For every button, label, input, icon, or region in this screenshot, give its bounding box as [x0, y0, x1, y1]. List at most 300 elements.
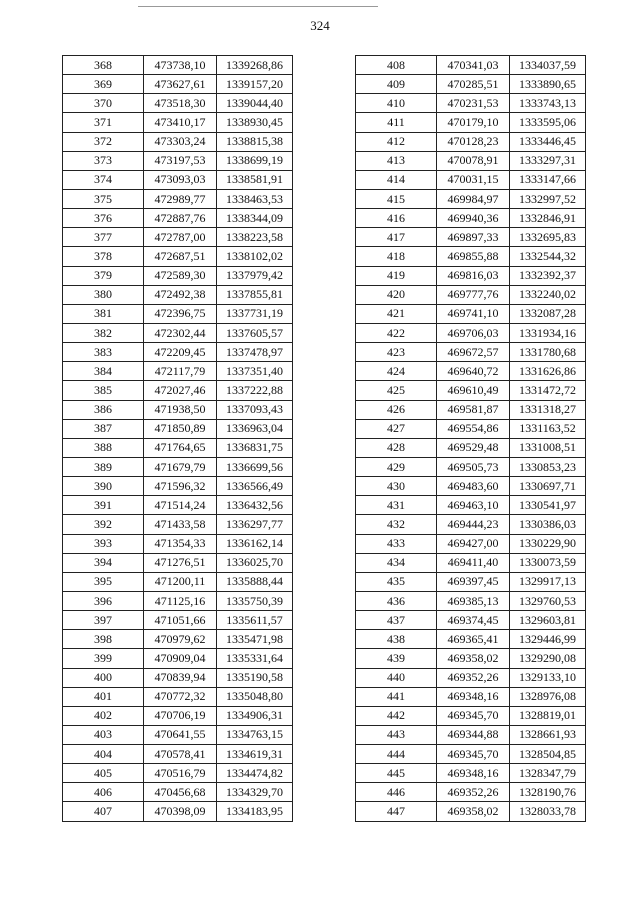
- table-row: [63, 649, 293, 668]
- point-number-cell: 368: [63, 56, 144, 75]
- y-coordinate-cell: 1337731,19: [217, 304, 293, 323]
- table-row: [63, 56, 293, 75]
- x-coordinate-cell: 470641,55: [144, 725, 217, 744]
- x-coordinate-cell: 473197,53: [144, 151, 217, 170]
- y-coordinate-cell: 1328819,01: [510, 706, 586, 725]
- y-coordinate-cell: 1337351,40: [217, 362, 293, 381]
- table-row: [63, 247, 293, 266]
- y-coordinate-cell: 1328976,08: [510, 687, 586, 706]
- point-number-cell: 429: [356, 457, 437, 476]
- x-coordinate-cell: 471125,16: [144, 591, 217, 610]
- coordinates-table-left: [62, 55, 293, 822]
- point-number-cell: 443: [356, 725, 437, 744]
- x-coordinate-cell: 469529,48: [437, 438, 510, 457]
- x-coordinate-cell: 469358,02: [437, 649, 510, 668]
- x-coordinate-cell: 469385,13: [437, 591, 510, 610]
- table-row: [63, 534, 293, 553]
- y-coordinate-cell: 1328504,85: [510, 745, 586, 764]
- point-number-cell: 406: [63, 783, 144, 802]
- y-coordinate-cell: 1329133,10: [510, 668, 586, 687]
- y-coordinate-cell: 1339157,20: [217, 75, 293, 94]
- y-coordinate-cell: 1339268,86: [217, 56, 293, 75]
- x-coordinate-cell: 469897,33: [437, 228, 510, 247]
- table-row: [63, 745, 293, 764]
- point-number-cell: 386: [63, 400, 144, 419]
- x-coordinate-cell: 470341,03: [437, 56, 510, 75]
- table-row: [63, 687, 293, 706]
- table-row: [356, 323, 586, 342]
- point-number-cell: 392: [63, 515, 144, 534]
- table-row: [356, 764, 586, 783]
- point-number-cell: 396: [63, 591, 144, 610]
- x-coordinate-cell: 471433,58: [144, 515, 217, 534]
- y-coordinate-cell: 1336025,70: [217, 553, 293, 572]
- y-coordinate-cell: 1330853,23: [510, 457, 586, 476]
- point-number-cell: 381: [63, 304, 144, 323]
- point-number-cell: 407: [63, 802, 144, 821]
- x-coordinate-cell: 471200,11: [144, 572, 217, 591]
- x-coordinate-cell: 470128,23: [437, 132, 510, 151]
- x-coordinate-cell: 470839,94: [144, 668, 217, 687]
- x-coordinate-cell: 469365,41: [437, 630, 510, 649]
- table-row: [356, 496, 586, 515]
- x-coordinate-cell: 469348,16: [437, 687, 510, 706]
- y-coordinate-cell: 1331626,86: [510, 362, 586, 381]
- x-coordinate-cell: 471850,89: [144, 419, 217, 438]
- x-coordinate-cell: 470909,04: [144, 649, 217, 668]
- point-number-cell: 445: [356, 764, 437, 783]
- point-number-cell: 401: [63, 687, 144, 706]
- point-number-cell: 379: [63, 266, 144, 285]
- y-coordinate-cell: 1333297,31: [510, 151, 586, 170]
- table-row: [63, 668, 293, 687]
- x-coordinate-cell: 469348,16: [437, 764, 510, 783]
- x-coordinate-cell: 471596,32: [144, 477, 217, 496]
- y-coordinate-cell: 1330697,71: [510, 477, 586, 496]
- y-coordinate-cell: 1339044,40: [217, 94, 293, 113]
- point-number-cell: 425: [356, 381, 437, 400]
- table-row: [63, 362, 293, 381]
- table-row: [356, 630, 586, 649]
- point-number-cell: 440: [356, 668, 437, 687]
- point-number-cell: 424: [356, 362, 437, 381]
- point-number-cell: 398: [63, 630, 144, 649]
- table-row: [63, 802, 293, 821]
- point-number-cell: 389: [63, 457, 144, 476]
- table-row: [356, 285, 586, 304]
- y-coordinate-cell: 1333446,45: [510, 132, 586, 151]
- y-coordinate-cell: 1332695,83: [510, 228, 586, 247]
- table-row: [63, 132, 293, 151]
- point-number-cell: 413: [356, 151, 437, 170]
- point-number-cell: 380: [63, 285, 144, 304]
- table-row: [356, 725, 586, 744]
- table-row: [63, 496, 293, 515]
- point-number-cell: 390: [63, 477, 144, 496]
- point-number-cell: 416: [356, 209, 437, 228]
- y-coordinate-cell: 1332846,91: [510, 209, 586, 228]
- x-coordinate-cell: 471938,50: [144, 400, 217, 419]
- table-row: [356, 515, 586, 534]
- table-row: [356, 687, 586, 706]
- point-number-cell: 376: [63, 209, 144, 228]
- table-row: [63, 572, 293, 591]
- point-number-cell: 408: [356, 56, 437, 75]
- y-coordinate-cell: 1328347,79: [510, 764, 586, 783]
- x-coordinate-cell: 469741,10: [437, 304, 510, 323]
- x-coordinate-cell: 471514,24: [144, 496, 217, 515]
- table-row: [63, 75, 293, 94]
- point-number-cell: 415: [356, 189, 437, 208]
- y-coordinate-cell: 1336831,75: [217, 438, 293, 457]
- x-coordinate-cell: 469411,40: [437, 553, 510, 572]
- table-row: [63, 304, 293, 323]
- x-coordinate-cell: 472492,38: [144, 285, 217, 304]
- table-row: [356, 783, 586, 802]
- x-coordinate-cell: 473518,30: [144, 94, 217, 113]
- table-row: [63, 783, 293, 802]
- y-coordinate-cell: 1332087,28: [510, 304, 586, 323]
- table-row: [63, 266, 293, 285]
- point-number-cell: 402: [63, 706, 144, 725]
- x-coordinate-cell: 469345,70: [437, 706, 510, 725]
- table-row: [63, 170, 293, 189]
- table-row: [63, 151, 293, 170]
- y-coordinate-cell: 1331318,27: [510, 400, 586, 419]
- point-number-cell: 397: [63, 611, 144, 630]
- point-number-cell: 384: [63, 362, 144, 381]
- point-number-cell: 399: [63, 649, 144, 668]
- table-row: [63, 400, 293, 419]
- x-coordinate-cell: 469816,03: [437, 266, 510, 285]
- x-coordinate-cell: 470456,68: [144, 783, 217, 802]
- point-number-cell: 419: [356, 266, 437, 285]
- table-row: [356, 132, 586, 151]
- y-coordinate-cell: 1338815,38: [217, 132, 293, 151]
- table-row: [63, 343, 293, 362]
- y-coordinate-cell: 1334037,59: [510, 56, 586, 75]
- point-number-cell: 378: [63, 247, 144, 266]
- x-coordinate-cell: 473627,61: [144, 75, 217, 94]
- x-coordinate-cell: 473738,10: [144, 56, 217, 75]
- table-row: [63, 457, 293, 476]
- point-number-cell: 383: [63, 343, 144, 362]
- y-coordinate-cell: 1334183,95: [217, 802, 293, 821]
- table-row: [356, 400, 586, 419]
- point-number-cell: 422: [356, 323, 437, 342]
- table-row: [356, 266, 586, 285]
- y-coordinate-cell: 1334763,15: [217, 725, 293, 744]
- x-coordinate-cell: 469777,76: [437, 285, 510, 304]
- table-row: [356, 419, 586, 438]
- table-row: [356, 745, 586, 764]
- y-coordinate-cell: 1332240,02: [510, 285, 586, 304]
- x-coordinate-cell: 473303,24: [144, 132, 217, 151]
- point-number-cell: 431: [356, 496, 437, 515]
- coordinates-table-right: [355, 55, 586, 822]
- table-row: [63, 381, 293, 400]
- y-coordinate-cell: 1334906,31: [217, 706, 293, 725]
- point-number-cell: 370: [63, 94, 144, 113]
- y-coordinate-cell: 1333890,65: [510, 75, 586, 94]
- table-row: [63, 438, 293, 457]
- x-coordinate-cell: 471679,79: [144, 457, 217, 476]
- point-number-cell: 439: [356, 649, 437, 668]
- y-coordinate-cell: 1336432,56: [217, 496, 293, 515]
- x-coordinate-cell: 470398,09: [144, 802, 217, 821]
- point-number-cell: 438: [356, 630, 437, 649]
- x-coordinate-cell: 469344,88: [437, 725, 510, 744]
- y-coordinate-cell: 1335331,64: [217, 649, 293, 668]
- table-row: [356, 668, 586, 687]
- y-coordinate-cell: 1336963,04: [217, 419, 293, 438]
- point-number-cell: 388: [63, 438, 144, 457]
- point-number-cell: 411: [356, 113, 437, 132]
- x-coordinate-cell: 470231,53: [437, 94, 510, 113]
- x-coordinate-cell: 470979,62: [144, 630, 217, 649]
- point-number-cell: 441: [356, 687, 437, 706]
- y-coordinate-cell: 1332392,37: [510, 266, 586, 285]
- x-coordinate-cell: 470578,41: [144, 745, 217, 764]
- point-number-cell: 417: [356, 228, 437, 247]
- x-coordinate-cell: 471764,65: [144, 438, 217, 457]
- x-coordinate-cell: 469554,86: [437, 419, 510, 438]
- table-row: [63, 630, 293, 649]
- point-number-cell: 410: [356, 94, 437, 113]
- table-row: [356, 94, 586, 113]
- y-coordinate-cell: 1331934,16: [510, 323, 586, 342]
- point-number-cell: 377: [63, 228, 144, 247]
- table-row: [63, 764, 293, 783]
- table-row: [356, 591, 586, 610]
- x-coordinate-cell: 472117,79: [144, 362, 217, 381]
- point-number-cell: 405: [63, 764, 144, 783]
- x-coordinate-cell: 469706,03: [437, 323, 510, 342]
- y-coordinate-cell: 1331008,51: [510, 438, 586, 457]
- x-coordinate-cell: 469352,26: [437, 668, 510, 687]
- table-row: [63, 209, 293, 228]
- x-coordinate-cell: 472209,45: [144, 343, 217, 362]
- point-number-cell: 412: [356, 132, 437, 151]
- x-coordinate-cell: 469483,60: [437, 477, 510, 496]
- y-coordinate-cell: 1335190,58: [217, 668, 293, 687]
- y-coordinate-cell: 1334474,82: [217, 764, 293, 783]
- point-number-cell: 385: [63, 381, 144, 400]
- table-row: [356, 189, 586, 208]
- y-coordinate-cell: 1333147,66: [510, 170, 586, 189]
- y-coordinate-cell: 1335471,98: [217, 630, 293, 649]
- table-row: [63, 553, 293, 572]
- point-number-cell: 421: [356, 304, 437, 323]
- x-coordinate-cell: 469610,49: [437, 381, 510, 400]
- table-row: [356, 113, 586, 132]
- y-coordinate-cell: 1336162,14: [217, 534, 293, 553]
- y-coordinate-cell: 1336566,49: [217, 477, 293, 496]
- point-number-cell: 432: [356, 515, 437, 534]
- point-number-cell: 444: [356, 745, 437, 764]
- y-coordinate-cell: 1328033,78: [510, 802, 586, 821]
- table-row: [356, 553, 586, 572]
- point-number-cell: 374: [63, 170, 144, 189]
- y-coordinate-cell: 1337979,42: [217, 266, 293, 285]
- x-coordinate-cell: 469444,23: [437, 515, 510, 534]
- point-number-cell: 382: [63, 323, 144, 342]
- x-coordinate-cell: 473410,17: [144, 113, 217, 132]
- x-coordinate-cell: 470706,19: [144, 706, 217, 725]
- table-row: [63, 323, 293, 342]
- x-coordinate-cell: 469397,45: [437, 572, 510, 591]
- point-number-cell: 446: [356, 783, 437, 802]
- table-row: [356, 228, 586, 247]
- point-number-cell: 428: [356, 438, 437, 457]
- table-row: [63, 228, 293, 247]
- x-coordinate-cell: 470516,79: [144, 764, 217, 783]
- y-coordinate-cell: 1329603,81: [510, 611, 586, 630]
- point-number-cell: 427: [356, 419, 437, 438]
- x-coordinate-cell: 472396,75: [144, 304, 217, 323]
- point-number-cell: 372: [63, 132, 144, 151]
- table-row: [356, 611, 586, 630]
- point-number-cell: 420: [356, 285, 437, 304]
- x-coordinate-cell: 472589,30: [144, 266, 217, 285]
- y-coordinate-cell: 1329290,08: [510, 649, 586, 668]
- y-coordinate-cell: 1335750,39: [217, 591, 293, 610]
- y-coordinate-cell: 1331163,52: [510, 419, 586, 438]
- point-number-cell: 400: [63, 668, 144, 687]
- y-coordinate-cell: 1337855,81: [217, 285, 293, 304]
- x-coordinate-cell: 469345,70: [437, 745, 510, 764]
- y-coordinate-cell: 1332997,52: [510, 189, 586, 208]
- table-row: [356, 649, 586, 668]
- table-row: [63, 285, 293, 304]
- x-coordinate-cell: 469672,57: [437, 343, 510, 362]
- point-number-cell: 395: [63, 572, 144, 591]
- page-number: 324: [310, 18, 330, 33]
- x-coordinate-cell: 469505,73: [437, 457, 510, 476]
- y-coordinate-cell: 1330229,90: [510, 534, 586, 553]
- y-coordinate-cell: 1338223,58: [217, 228, 293, 247]
- x-coordinate-cell: 469640,72: [437, 362, 510, 381]
- table-row: [356, 477, 586, 496]
- top-rule: [138, 6, 378, 7]
- point-number-cell: 414: [356, 170, 437, 189]
- point-number-cell: 447: [356, 802, 437, 821]
- y-coordinate-cell: 1336699,56: [217, 457, 293, 476]
- table-row: [63, 477, 293, 496]
- y-coordinate-cell: 1338581,91: [217, 170, 293, 189]
- table-row: [63, 725, 293, 744]
- x-coordinate-cell: 469855,88: [437, 247, 510, 266]
- point-number-cell: 430: [356, 477, 437, 496]
- x-coordinate-cell: 470031,15: [437, 170, 510, 189]
- y-coordinate-cell: 1334329,70: [217, 783, 293, 802]
- point-number-cell: 394: [63, 553, 144, 572]
- y-coordinate-cell: 1337093,43: [217, 400, 293, 419]
- table-row: [356, 381, 586, 400]
- point-number-cell: 426: [356, 400, 437, 419]
- x-coordinate-cell: 472027,46: [144, 381, 217, 400]
- table-row: [356, 572, 586, 591]
- table-row: [63, 706, 293, 725]
- table-row: [63, 94, 293, 113]
- y-coordinate-cell: 1330386,03: [510, 515, 586, 534]
- table-row: [356, 151, 586, 170]
- x-coordinate-cell: 472787,00: [144, 228, 217, 247]
- y-coordinate-cell: 1338344,09: [217, 209, 293, 228]
- table-row: [63, 611, 293, 630]
- y-coordinate-cell: 1337605,57: [217, 323, 293, 342]
- x-coordinate-cell: 470078,91: [437, 151, 510, 170]
- y-coordinate-cell: 1329917,13: [510, 572, 586, 591]
- point-number-cell: 418: [356, 247, 437, 266]
- y-coordinate-cell: 1329760,53: [510, 591, 586, 610]
- x-coordinate-cell: 469984,97: [437, 189, 510, 208]
- y-coordinate-cell: 1338699,19: [217, 151, 293, 170]
- y-coordinate-cell: 1336297,77: [217, 515, 293, 534]
- point-number-cell: 409: [356, 75, 437, 94]
- point-number-cell: 375: [63, 189, 144, 208]
- x-coordinate-cell: 472989,77: [144, 189, 217, 208]
- y-coordinate-cell: 1335611,57: [217, 611, 293, 630]
- point-number-cell: 435: [356, 572, 437, 591]
- y-coordinate-cell: 1333743,13: [510, 94, 586, 113]
- point-number-cell: 371: [63, 113, 144, 132]
- y-coordinate-cell: 1334619,31: [217, 745, 293, 764]
- table-row: [63, 591, 293, 610]
- x-coordinate-cell: 469352,26: [437, 783, 510, 802]
- table-row: [356, 534, 586, 553]
- y-coordinate-cell: 1335888,44: [217, 572, 293, 591]
- x-coordinate-cell: 472887,76: [144, 209, 217, 228]
- x-coordinate-cell: 469463,10: [437, 496, 510, 515]
- y-coordinate-cell: 1337478,97: [217, 343, 293, 362]
- point-number-cell: 373: [63, 151, 144, 170]
- x-coordinate-cell: 469581,87: [437, 400, 510, 419]
- point-number-cell: 403: [63, 725, 144, 744]
- table-row: [356, 170, 586, 189]
- y-coordinate-cell: 1328661,93: [510, 725, 586, 744]
- table-row: [356, 56, 586, 75]
- table-row: [63, 189, 293, 208]
- x-coordinate-cell: 472302,44: [144, 323, 217, 342]
- x-coordinate-cell: 469427,00: [437, 534, 510, 553]
- table-row: [356, 304, 586, 323]
- point-number-cell: 423: [356, 343, 437, 362]
- point-number-cell: 369: [63, 75, 144, 94]
- point-number-cell: 404: [63, 745, 144, 764]
- point-number-cell: 434: [356, 553, 437, 572]
- x-coordinate-cell: 470285,51: [437, 75, 510, 94]
- y-coordinate-cell: 1331472,72: [510, 381, 586, 400]
- y-coordinate-cell: 1338930,45: [217, 113, 293, 132]
- x-coordinate-cell: 470772,32: [144, 687, 217, 706]
- table-row: [63, 419, 293, 438]
- y-coordinate-cell: 1330541,97: [510, 496, 586, 515]
- point-number-cell: 391: [63, 496, 144, 515]
- point-number-cell: 393: [63, 534, 144, 553]
- table-row: [356, 247, 586, 266]
- y-coordinate-cell: 1328190,76: [510, 783, 586, 802]
- x-coordinate-cell: 472687,51: [144, 247, 217, 266]
- point-number-cell: 436: [356, 591, 437, 610]
- table-row: [356, 457, 586, 476]
- point-number-cell: 442: [356, 706, 437, 725]
- point-number-cell: 437: [356, 611, 437, 630]
- y-coordinate-cell: 1337222,88: [217, 381, 293, 400]
- table-row: [356, 438, 586, 457]
- x-coordinate-cell: 471354,33: [144, 534, 217, 553]
- y-coordinate-cell: 1331780,68: [510, 343, 586, 362]
